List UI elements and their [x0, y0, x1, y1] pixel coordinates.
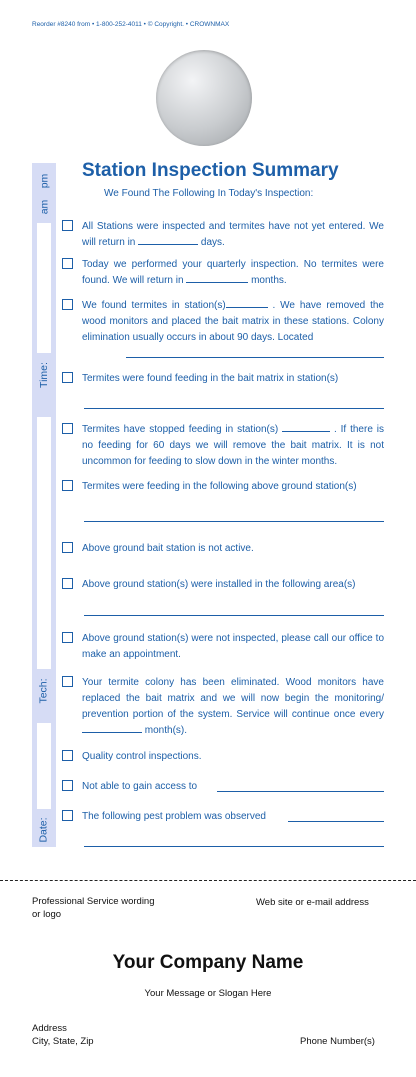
item-text: months. [251, 275, 287, 286]
checkbox[interactable] [62, 423, 73, 434]
phone-number: Phone Number(s) [300, 1036, 375, 1047]
city-state-zip: City, State, Zip [32, 1036, 94, 1047]
item-text: Above ground bait station is not active. [82, 543, 254, 554]
checkbox[interactable] [62, 810, 73, 821]
item-text: Termites were found feeding in the bait matrix in station(s) [82, 373, 339, 384]
date-label: Date: [38, 817, 51, 843]
checkbox[interactable] [62, 299, 73, 310]
pest-line[interactable] [288, 821, 384, 822]
page-title: Station Inspection Summary [82, 160, 339, 181]
time-label: Time: [38, 362, 50, 388]
station-blank[interactable] [226, 298, 268, 308]
checkbox[interactable] [62, 578, 73, 589]
item-text: Not able to gain access to [82, 781, 198, 792]
days-blank[interactable] [138, 235, 198, 245]
checkbox[interactable] [62, 632, 73, 643]
checkbox[interactable] [62, 220, 73, 231]
located-line[interactable] [126, 357, 384, 358]
item-text: All Stations were inspected and termites have not yet entered. We will return in [82, 221, 384, 248]
or-logo: or logo [32, 909, 62, 920]
checkbox[interactable] [62, 750, 73, 761]
company-slogan: Your Message or Slogan Here [144, 988, 272, 999]
checkbox[interactable] [62, 372, 73, 383]
item-text: Quality control inspections. [82, 751, 202, 762]
station-blank[interactable] [282, 422, 330, 432]
address-text: Address [32, 1023, 67, 1034]
item-text: . If there is no feeding for 60 days we will remove the bait matrix. It is not uncommon for feeding to slow down in the winter months. [82, 424, 384, 467]
checkbox[interactable] [62, 542, 73, 553]
perforation-line [0, 880, 416, 881]
above-ground-stations-line[interactable] [84, 521, 384, 522]
time-field[interactable] [37, 223, 51, 353]
item-text: We found termites in station(s) [82, 300, 226, 311]
area-line[interactable] [84, 615, 384, 616]
stations-line[interactable] [84, 408, 384, 409]
door-hanger-hole [156, 50, 252, 146]
reorder-line: Reorder #8240 from • 1-800-252-4011 • © Copyright. • CROWNMAX [32, 21, 230, 28]
company-name: Your Company Name [112, 952, 304, 973]
sidebar [32, 163, 56, 847]
pm-label: pm [38, 173, 50, 189]
item-text: Above ground station(s) were installed in the following area(s) [82, 579, 356, 590]
am-label: am [38, 199, 50, 215]
item-text: Your termite colony has been eliminated. Wood monitors have replaced the bait matrix and we will now begin the monitoring/ prevention portion of the system. Service will continue once every [82, 677, 384, 720]
checkbox[interactable] [62, 780, 73, 791]
tech-field[interactable] [37, 417, 51, 669]
checkbox[interactable] [62, 258, 73, 269]
pest-line-2[interactable] [84, 846, 384, 847]
item-text: . We have removed the wood monitors and placed the bait matrix in these stations. Colony elimination usually occurs in about 90 days. Located [82, 300, 384, 343]
months-blank[interactable] [82, 723, 142, 733]
page-subtitle: We Found The Following In Today's Inspection: [104, 188, 314, 199]
checkbox[interactable] [62, 480, 73, 491]
pro-wording: Professional Service wording [32, 896, 155, 907]
tech-label: Tech: [38, 678, 51, 704]
item-text: Above ground station(s) were not inspected, please call our office to make an appointment. [82, 633, 384, 660]
item-text: Termites have stopped feeding in station(s) [82, 424, 279, 435]
checkbox[interactable] [62, 676, 73, 687]
access-line[interactable] [217, 791, 384, 792]
months-blank[interactable] [186, 273, 248, 283]
item-text: Termites were feeding in the following above ground station(s) [82, 481, 357, 492]
item-text: days. [200, 237, 225, 248]
item-text: The following pest problem was observed [82, 811, 266, 822]
date-field[interactable] [37, 723, 51, 809]
website-text: Web site or e-mail address [256, 897, 369, 908]
item-text: month(s). [144, 725, 188, 736]
item-text: Today we performed your quarterly inspection. No termites were found. We will return in [82, 259, 384, 286]
